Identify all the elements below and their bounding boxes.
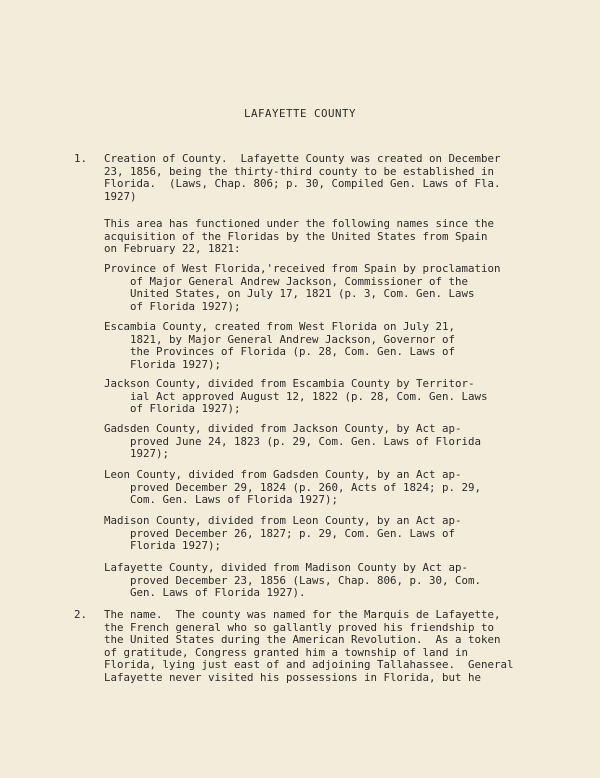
section-creation bbox=[74, 153, 544, 203]
section-text: The name. The county was named for the Marquis de Lafayette, the French general who so gallantly proved his friendship to the United States during the American Revolution. As a token of gratitude, Congress granted him a township of land in Florida, lying just east of and adjoining Tallahassee. General Lafayette never visited his possessions in Florida, but he bbox=[104, 608, 514, 684]
name-entry: Jackson County, divided from Escambia County by Territor- ial Act approved August 12, 1822 (p. 28, Com. Gen. Laws of Florida 1927); bbox=[104, 377, 488, 416]
page-title: LAFAYETTE COUNTY bbox=[243, 107, 356, 120]
name-entry: Gadsden County, divided from Jackson County, by Act ap- proved June 24, 1823 (p. 29, Com. Gen. Laws of Florida 1927); bbox=[104, 422, 482, 461]
section-number: 2. bbox=[74, 608, 88, 621]
name-entry: Madison County, divided from Leon County, by an Act ap- proved December 26, 1827; p. 29, Com. Gen. Laws of Florida 1927); bbox=[104, 514, 462, 553]
section-text: Creation of County. Lafayette County was created on December 23, 1856, being the thirty-third county to be established in Florida. (Laws, Chap. 806; p. 30, Compiled Gen. Laws of Fla. 1927) bbox=[104, 152, 501, 203]
name-entry: Leon County, divided from Gadsden County, by an Act ap- proved December 29, 1824 (p. 260, Acts of 1824; p. 29, Com. Gen. Laws of Florida 1927); bbox=[104, 468, 482, 507]
name-entry: Province of West Florida,'received from Spain by proclamation of Major General Andrew Jackson, Commissioner of the United States, on July 17, 1821 (p. 3, Com. Gen. Laws of Florida 1927); bbox=[104, 262, 501, 313]
name-entry: Lafayette County, divided from Madison County by Act ap- proved December 23, 1856 (Laws, Chap. 806, p. 30, Com. Gen. Laws of Florida 1927). bbox=[104, 561, 482, 600]
name-entry: Escambia County, created from West Florida on July 21, 1821, by Major General Andrew Jackson, Governor of the Provinces of Florida (p. 28, Com. Gen. Laws of Florida 1927); bbox=[104, 320, 456, 371]
section-number: 1. bbox=[74, 152, 88, 165]
intro-paragraph: This area has functioned under the following names since the acquisition of the Floridas by the United States from Spain on February 22, 1821: bbox=[104, 217, 495, 256]
section-the-name bbox=[74, 609, 544, 685]
